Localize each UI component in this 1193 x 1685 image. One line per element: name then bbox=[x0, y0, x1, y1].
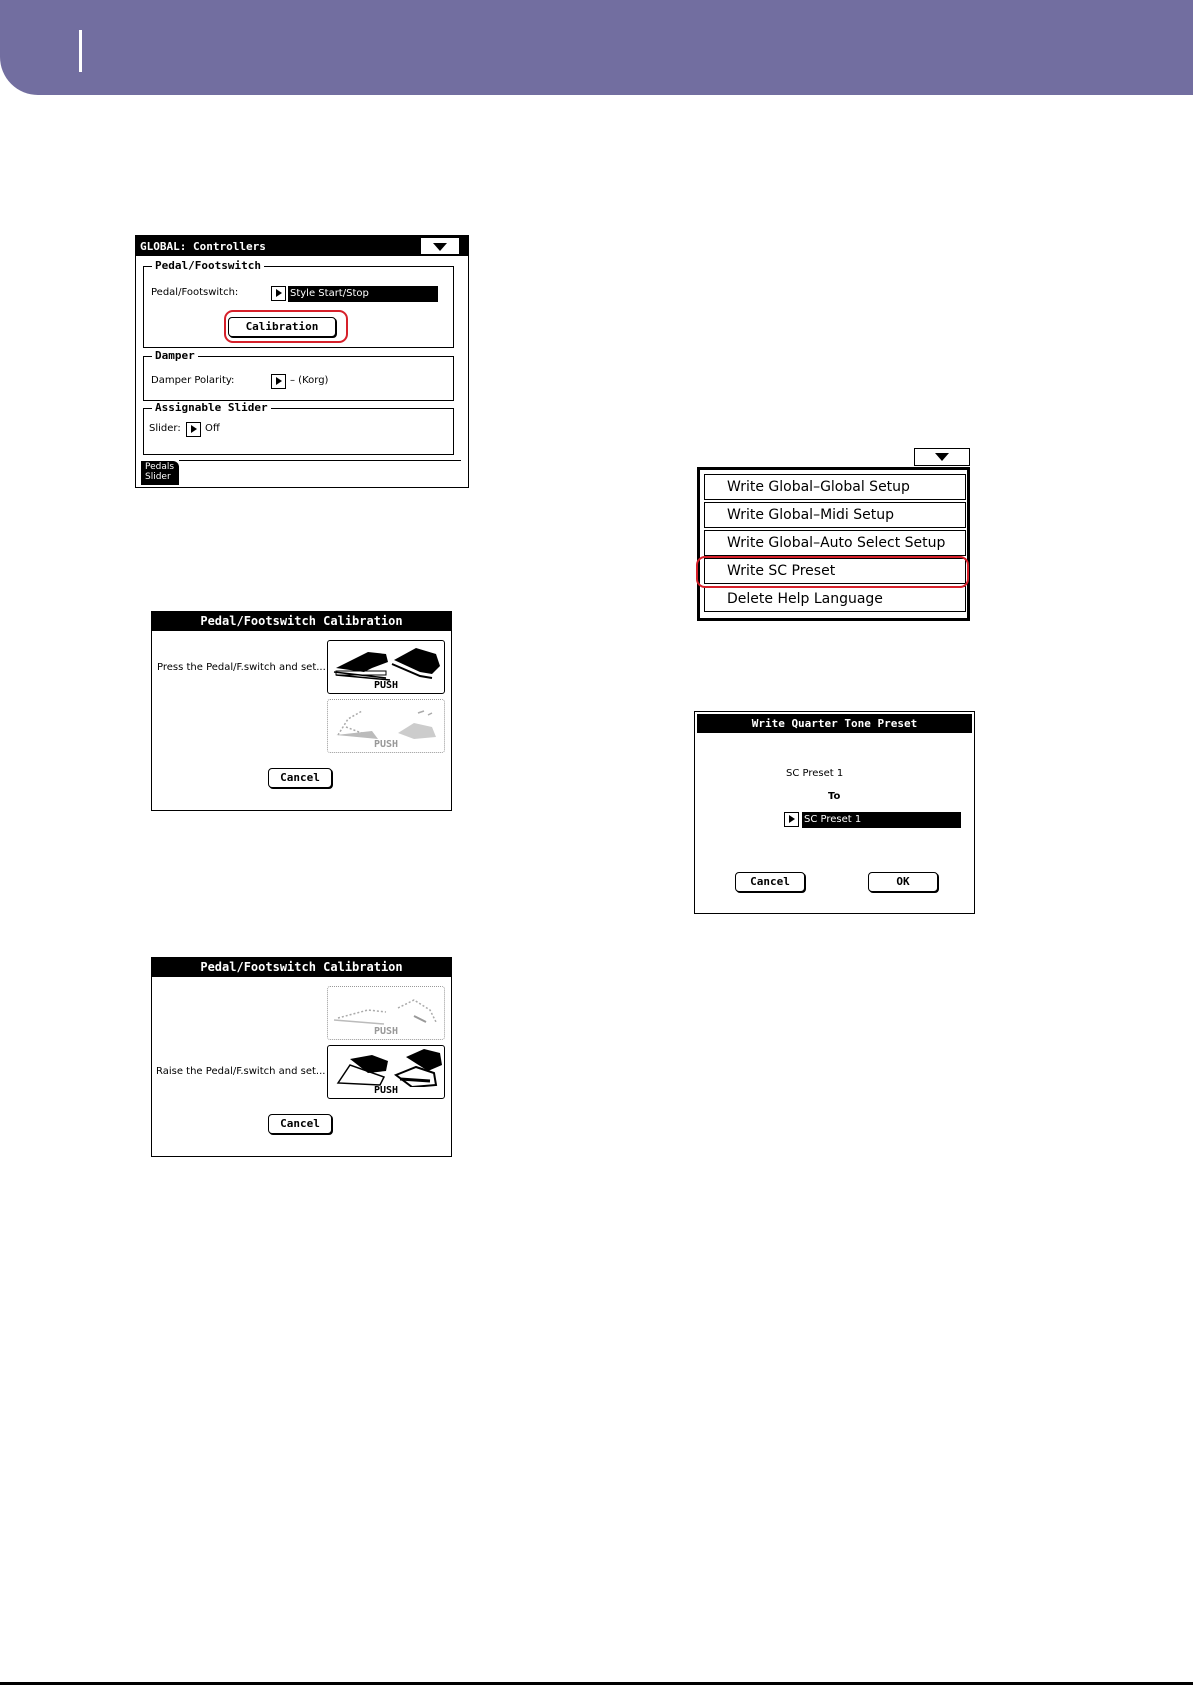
slider-group-title: Assignable Slider bbox=[152, 401, 271, 414]
slider-label: Slider: bbox=[149, 423, 181, 434]
calibration-highlight bbox=[224, 310, 348, 343]
assignable-slider-group bbox=[143, 401, 454, 455]
push-label-dim: PUSH bbox=[373, 739, 399, 750]
header-divider bbox=[79, 30, 82, 72]
ok-button[interactable]: OK bbox=[868, 872, 938, 892]
pedal-pressed-icon-dim bbox=[328, 988, 446, 1028]
dialog-titlebar: Write Quarter Tone Preset bbox=[697, 714, 972, 733]
menu-item-write-sc-preset[interactable]: Write SC Preset bbox=[704, 558, 966, 584]
damper-group bbox=[143, 349, 454, 401]
push-label-dim: PUSH bbox=[373, 1026, 399, 1037]
damper-group-title: Damper bbox=[152, 349, 198, 362]
menu-item-delete-help-language[interactable]: Delete Help Language bbox=[704, 586, 966, 612]
dialog-titlebar: Pedal/Footswitch Calibration bbox=[152, 612, 451, 631]
cancel-button[interactable]: Cancel bbox=[735, 872, 805, 892]
target-popup-button[interactable] bbox=[784, 812, 799, 827]
push-label: PUSH bbox=[373, 1085, 399, 1096]
source-preset: SC Preset 1 bbox=[786, 768, 844, 779]
push-released-button[interactable] bbox=[327, 1045, 445, 1099]
menu-item-write-midi-setup[interactable]: Write Global–Midi Setup bbox=[704, 502, 966, 528]
tab-line-2: Slider bbox=[145, 472, 171, 482]
raise-instruction: Raise the Pedal/F.switch and set... bbox=[156, 1066, 326, 1077]
write-sc-preset-highlight bbox=[696, 556, 969, 588]
slider-value[interactable]: Off bbox=[205, 423, 220, 434]
to-label: To bbox=[828, 791, 841, 802]
menu-item-write-auto-select[interactable]: Write Global–Auto Select Setup bbox=[704, 530, 966, 556]
controllers-screen bbox=[135, 235, 469, 488]
dialog-titlebar: Pedal/Footswitch Calibration bbox=[152, 958, 451, 977]
push-label: PUSH bbox=[373, 680, 399, 691]
push-released-button-dim bbox=[327, 699, 445, 753]
tab-line-1: Pedals bbox=[145, 462, 175, 472]
pedal-footswitch-label: Pedal/Footswitch: bbox=[151, 287, 239, 298]
push-pressed-button-dim bbox=[327, 986, 445, 1040]
tab-baseline bbox=[179, 460, 461, 461]
calibration-press-dialog bbox=[151, 611, 452, 811]
damper-popup-button[interactable] bbox=[271, 374, 286, 389]
cancel-button[interactable]: Cancel bbox=[268, 768, 332, 788]
pedal-released-icon-dim bbox=[328, 701, 446, 741]
pedal-footswitch-value[interactable]: Style Start/Stop bbox=[288, 286, 438, 302]
pedal-group-title: Pedal/Footswitch bbox=[152, 259, 264, 272]
push-pressed-button[interactable] bbox=[327, 640, 445, 694]
calibration-raise-dialog bbox=[151, 957, 452, 1157]
damper-polarity-value[interactable]: – (Korg) bbox=[290, 375, 329, 386]
menu-item-write-global-setup[interactable]: Write Global–Global Setup bbox=[704, 474, 966, 500]
calibration-button[interactable]: Calibration bbox=[228, 317, 336, 337]
pedal-pressed-icon bbox=[328, 642, 446, 682]
page-menu-button[interactable] bbox=[914, 448, 970, 466]
cancel-button[interactable]: Cancel bbox=[268, 1114, 332, 1134]
slider-popup-button[interactable] bbox=[186, 422, 201, 437]
write-menu-list bbox=[697, 467, 970, 621]
page-menu-button[interactable] bbox=[421, 238, 459, 254]
screen-title: GLOBAL: Controllers bbox=[140, 240, 266, 253]
pedal-popup-button[interactable] bbox=[271, 286, 286, 301]
pedal-released-icon bbox=[328, 1047, 446, 1087]
press-instruction: Press the Pedal/F.switch and set... bbox=[157, 662, 326, 673]
page-header-band bbox=[0, 0, 1193, 95]
tab-pedals-slider[interactable] bbox=[141, 461, 179, 485]
target-preset-value[interactable]: SC Preset 1 bbox=[802, 812, 961, 828]
write-quarter-tone-dialog bbox=[694, 711, 975, 914]
damper-polarity-label: Damper Polarity: bbox=[151, 375, 235, 386]
